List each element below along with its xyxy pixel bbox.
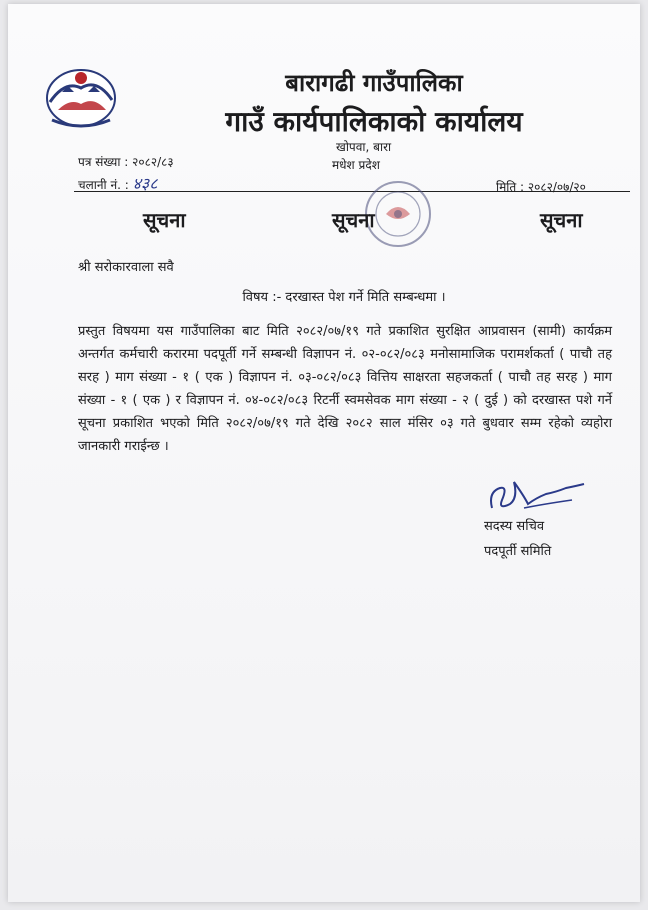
address-line-1: खोपवा, बारा [336,140,392,154]
notice-heading-right: सूचना [540,208,583,232]
subject-line: विषय :- दरखास्त पेश गर्ने मिति सम्बन्धमा । [242,290,446,305]
letter-date: मिति : २०८२/०७/२० [496,180,586,194]
letter-number: पत्र संख्या : २०८२/८३ [78,155,174,169]
header-divider [74,191,630,192]
dispatch-number-value: ४३८ [132,174,158,193]
handwritten-signature-icon [484,474,594,520]
organization-name: बारागढी गाउँपालिका [285,69,463,97]
notice-heading-left: सूचना [143,208,186,232]
office-name: गाउँ कार्यपालिकाको कार्यालय [225,105,523,138]
notice-heading-middle: सूचना [332,208,375,232]
address-line-2: मधेश प्रदेश [332,158,380,172]
recipient: श्री सरोकारवाला सवै [78,260,174,275]
dispatch-number-label: चलानी नं. : [78,178,129,192]
signatory-committee: पदपूर्ती समिति [484,544,552,559]
signatory-title: सदस्य सचिव [484,519,545,534]
letter-body: प्रस्तुत विषयमा यस गाउँपालिका बाट मिति २०८२/०७/१९ गते प्रकाशित सुरक्षित आप्रवासन (सामी) कार्यक्रम अन्तर्गत कर्मचारी करारमा पदपूर्ती गर्ने सम्बन्धी विज्ञापन नं. ०२-०८२/०८३ मनोसामाजिक परामर्शकर्ता ( पाचौ तह सरह ) माग संख्या - १ ( एक ) विज्ञापन नं. ०३-०८२/०८३ वित्तिय साक्षरता सहजकर्ता ( पाचौ तह सरह ) माग संख्या - १ ( एक ) र विज्ञापन नं. ०४-०८२/०८३ रिटर्नी स्वमसेवक माग संख्या - २ ( दुई ) को दरखास्त पशे गर्ने सूचना प्रकाशित भएको मिति २०८२/०७/१९ गते देखि २०८२ साल मंसिर ०३ गते बुधवार सम्म रहेको व्यहोरा जानकारी गराईन्छ । [78,324,612,454]
